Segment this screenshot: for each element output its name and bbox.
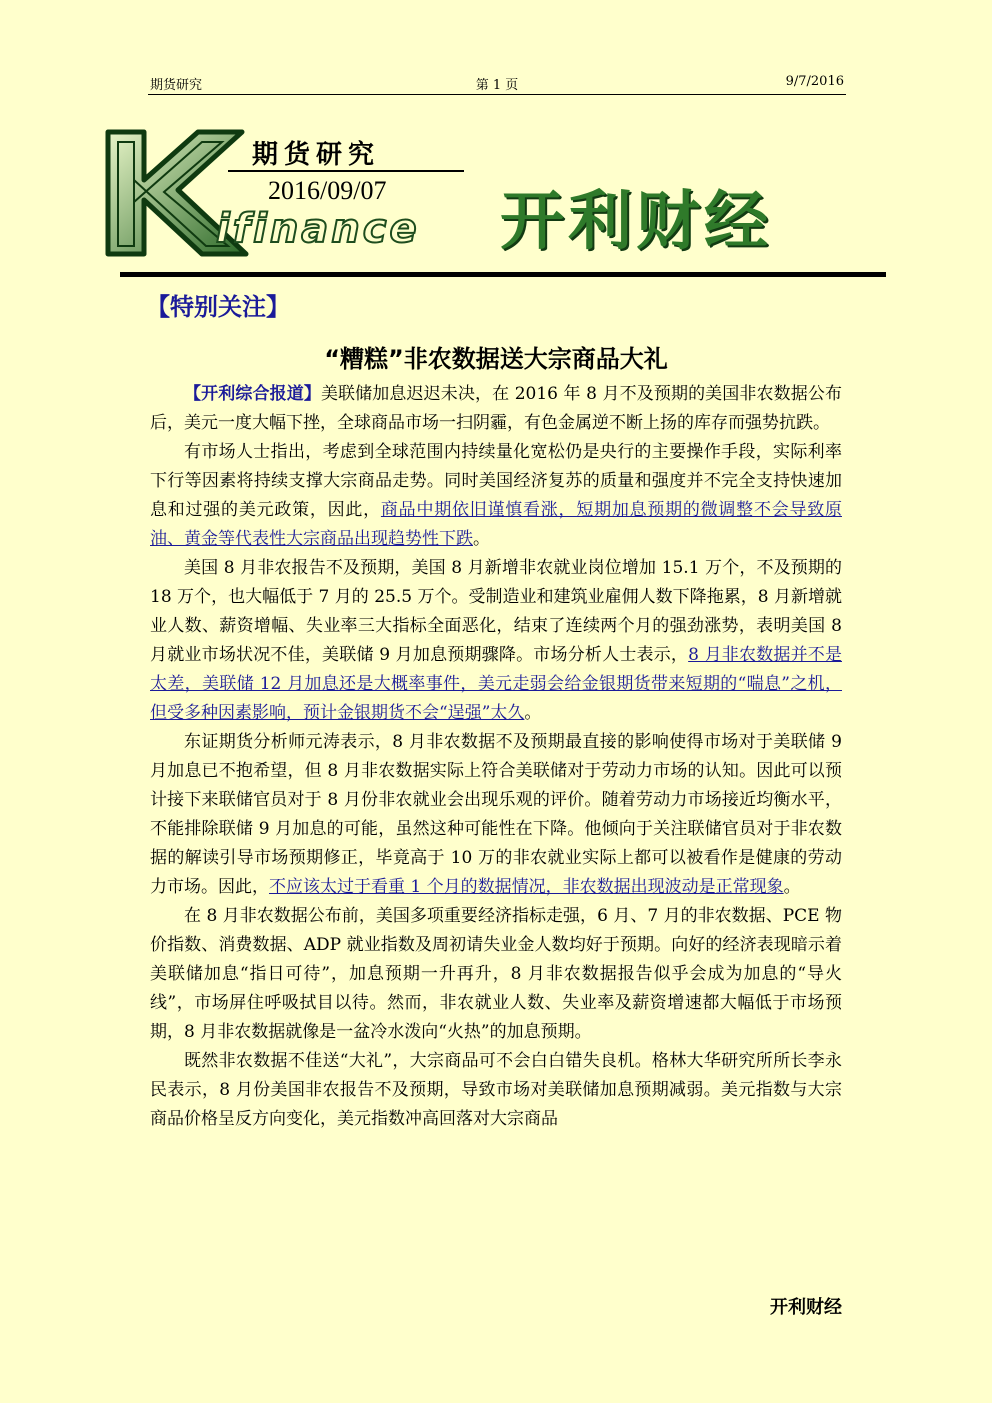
- article-title: “糟糕”非农数据送大宗商品大礼: [324, 345, 668, 373]
- paragraph-4: [150, 728, 842, 902]
- header-left: 期货研究: [150, 78, 203, 93]
- highlight-link[interactable]: 不应该太过于看重 1 个月的数据情况，非农数据出现波动是正常现象: [269, 877, 784, 897]
- paragraph-5: 在 8 月非农数据公布前，美国多项重要经济指标走强，6 月、7 月的非农数据、PCE 物价指数、消费数据、ADP 就业指数及周初请失业金人数均好于预期。向好的经济表现暗示着美联储加息“指日可待”，加息预期一升再升，8 月非农数据报告似乎会成为加息的“导火线”，市场屏住呼吸拭目以待。然而，非农就业人数、失业率及薪资增速都大幅低于市场预期，8 月非农数据就像是一盆冷水泼向“火热”的加息预期。: [150, 906, 842, 1042]
- page-header: [148, 72, 846, 95]
- paragraph-text: 美国 8 月非农报告不及预期，美国 8 月新增非农就业岗位增加 15.1 万个，不及预期的 18 万个，也大幅低于 7 月的 25.5 万个。受制造业和建筑业雇佣人数下降拖累，8 月新增就业人数、薪资增幅、失业率三大指标全面恶化，结束了连续两个月的强劲涨势，表明美国 8 月就业市场状况不佳，美联储 9 月加息预期骤降。市场分析人士表示，: [150, 558, 842, 665]
- header-page-number: 第 1 页: [475, 78, 519, 93]
- paragraph-text: 美联储加息迟迟未决，在 2016 年 8 月不及预期的美国非农数据公布后，美元一度大幅下挫，全球商品市场一扫阴霾，有色金属逆不断上扬的库存而强势抗跌。: [150, 384, 842, 433]
- masthead-column: 期货研究: [252, 140, 381, 170]
- paragraph-text: 。: [473, 529, 490, 549]
- paragraph-text: 有市场人士指出，考虑到全球范围内持续量化宽松仍是央行的主要操作手段，实际利率下行等因素将持续支撑大宗商品走势。同时美国经济复苏的质量和强度并不完全支持快速加息和过强的美元政策，因此，: [150, 442, 842, 520]
- source-tag: 【开利综合报道】: [184, 384, 321, 404]
- highlight-link[interactable]: 商品中期依旧谨慎看涨，短期加息预期的微调整不会导致原油、黄金等代表性大宗商品出现趋势性下跌: [150, 500, 842, 549]
- paragraph-text: 。: [524, 703, 542, 723]
- header-date: 9/7/2016: [785, 74, 844, 89]
- paragraph-3: [150, 554, 842, 728]
- article-body: [150, 380, 842, 1134]
- brand-title: 开利财经: [500, 185, 772, 259]
- paragraph-1: [150, 380, 842, 438]
- section-label: 【特别关注】: [146, 293, 290, 321]
- masthead-divider: [228, 170, 464, 172]
- paragraph-text: 东证期货分析师元涛表示，8 月非农数据不及预期最直接的影响使得市场对于美联储 9 月加息已不抱希望，但 8 月非农数据实际上符合美联储对于劳动力市场的认知。因此可以预计接下来联储官员对于 8 月份非农就业会出现乐观的评价。随着劳动力市场接近均衡水平，不能排除联储 9 月加息的可能，虽然这种可能性在下降。他倾向于关注联储官员对于非农数据的解读引导市场预期修正，毕竟高于 10 万的非农就业实际上都可以被看作是健康的劳动力市场。因此，: [150, 732, 842, 897]
- logo-wordmark: ifinance: [216, 206, 420, 252]
- highlight-link[interactable]: 8 月非农数据并不是太差，美联储 12 月加息还是大概率事件，美元走弱会给金银期货带来短期的“喘息”之机，但受多种因素影响，预计金银期货不会“逞强”太久: [150, 645, 842, 723]
- masthead-date: 2016/09/07: [268, 176, 387, 205]
- footer-brand: 开利财经: [770, 1297, 842, 1318]
- paragraph-6: 既然非农数据不佳送“大礼”，大宗商品可不会白白错失良机。格林大华研究所所长李永民表示，8 月份美国非农报告不及预期，导致市场对美联储加息预期减弱。美元指数与大宗商品价格呈反方向变化，美元指数冲高回落对大宗商品: [150, 1051, 842, 1129]
- heavy-rule: [120, 272, 886, 277]
- paragraph-text: 。: [783, 877, 801, 897]
- paragraph-2: [150, 438, 842, 554]
